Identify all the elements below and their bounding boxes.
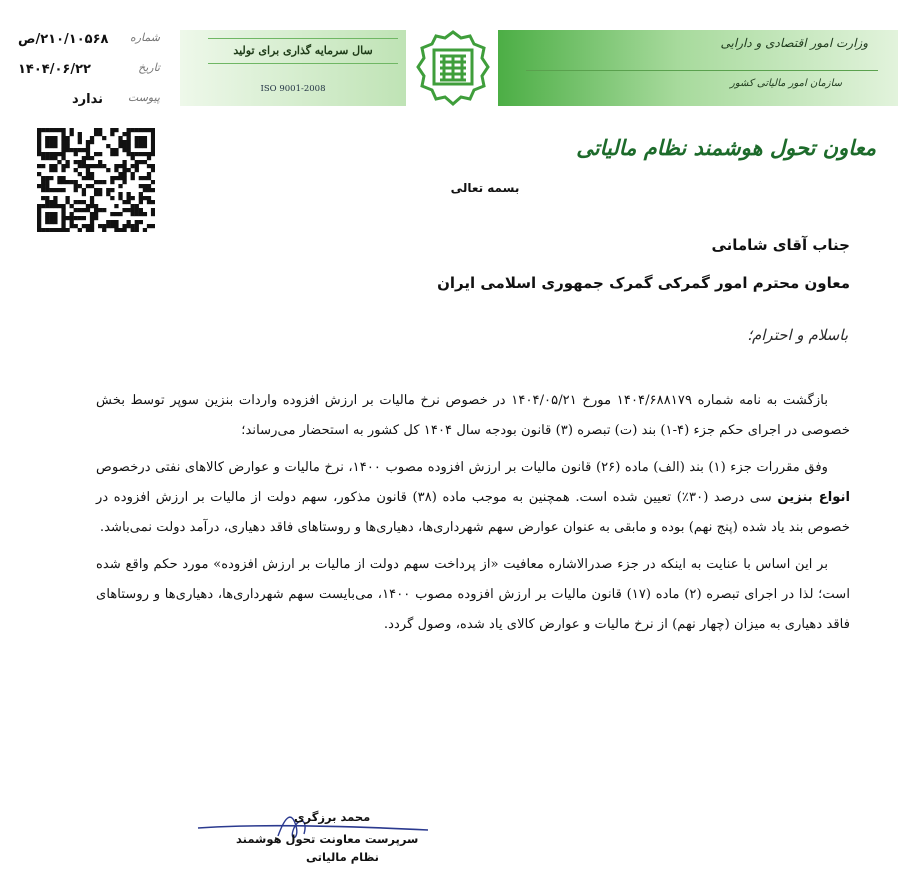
body-paragraph-2 (96, 453, 850, 543)
qr-code-icon (37, 128, 155, 232)
addressee-title: معاون محترم امور گمرکی گمرک جمهوری اسلامی ایران (437, 274, 850, 292)
ministry-name: وزارت امور اقتصادی و دارایی (720, 36, 868, 50)
letter-attachment-value: ندارد (72, 92, 104, 107)
letter-date-value: ۱۴۰۴/۰۶/۲۲ (18, 62, 91, 77)
bismillah: بسمه تعالی (450, 181, 520, 195)
letter-attachment-label: پیوست (127, 91, 160, 104)
signatory-title-line1: سرپرست معاونت تحول هوشمند (236, 832, 419, 846)
letter-number-label: شماره (129, 31, 160, 44)
year-slogan: سال سرمایه گذاری برای تولید (208, 38, 398, 64)
letter-date-label: تاریخ (138, 61, 160, 74)
body-paragraph-2-part-a: وفق مقررات جزء (۱) بند (الف) ماده (۲۶) قانون مالیات بر ارزش افزوده مصوب ۱۴۰۰، نرخ مالیات و عوارض کالاهای نفتی درخصوص (96, 460, 828, 475)
body-paragraph-2-part-b: سی درصد (۳۰٪) تعیین شده است. همچنین به موجب ماده (۳۸) قانون مذکور، سهم دولت از مالیات بر ارزش افزوده در خصوص بند یاد شده (پنج نهم) بوده و مابقی به عنوان عوارض سهم شهرداری‌ها، دهیاری‌ها و روستاهای فاقد دهیاری، درآمد دولت نمی‌باشد. (96, 490, 850, 535)
greeting: باسلام و احترام؛ (747, 326, 848, 344)
letter-body (96, 386, 850, 647)
tax-organization-emblem-icon (414, 28, 492, 108)
signatory-name: محمد برزگری (294, 810, 371, 824)
letter-date-row (14, 60, 164, 82)
addressee-name: جناب آقای شامانی (711, 236, 850, 254)
signature-block (196, 806, 436, 886)
letter-attachment-row (14, 90, 164, 112)
body-paragraph-1: بازگشت به نامه شماره ۱۴۰۴/۶۸۸۱۷۹ مورخ ۱۴۰۴/۰۵/۲۱ در خصوص نرخ مالیات بر ارزش افزوده واردات بنزین سوپر توسط بخش خصوصی در اجرای حکم جزء (۴-۱) بند (ت) تبصره (۳) قانون بودجه سال ۱۴۰۴ کل کشور به استحضار می‌رساند؛ (96, 393, 850, 438)
signatory-title-line2: نظام مالیاتی (306, 850, 379, 864)
letter-number-row (14, 30, 164, 52)
organization-name: سازمان امور مالیاتی کشور (730, 78, 842, 89)
deputy-heading: معاون تحول هوشمند نظام مالیاتی (576, 135, 876, 160)
body-paragraph-2-bold: انواع بنزین (777, 490, 850, 505)
body-paragraph-3: بر این اساس با عنایت به اینکه در جزء صدرالاشاره معافیت «از پرداخت سهم دولت از مالیات بر ارزش افزوده» مورد حکم واقع شده است؛ لذا در اجرای تبصره (۲) ماده (۱۷) قانون مالیات بر ارزش افزوده مصوب ۱۴۰۰، می‌بایست سهم شهرداری‌ها، دهیاری‌ها و روستاهای فاقد دهیاری به میزان (چهار نهم) از نرخ مالیات و عوارض کالای یاد شده، وصول گردد. (96, 557, 850, 632)
iso-certification: ISO 9001-2008 (260, 84, 326, 94)
letter-number-value: ۲۱۰/۱۰۵۶۸/ص (18, 32, 109, 47)
letterhead-right-band (498, 30, 898, 106)
letterhead-left-band (180, 30, 406, 106)
letterhead-rule (526, 70, 878, 71)
